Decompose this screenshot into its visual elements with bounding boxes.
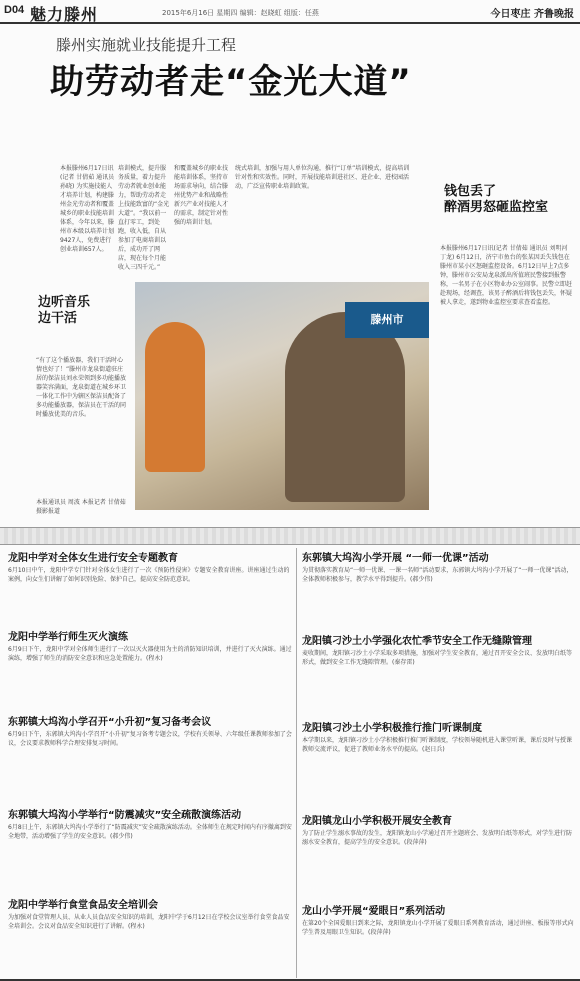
side-title-music: 边听音乐 边干活	[38, 295, 91, 326]
side-body-wallet: 本报滕州6月17日讯(记者 甘倩茹 通讯员 刘明河 丁龙) 6月12日，济宁市鱼台的张某因丢失钱包在滕州市某小区怒砸监控设备。6月12日早上7点多钟，滕州市公安局龙泉派出所值班民警接到报警称，一名男子在小区物业办公室闹事。民警立即赶赴现场，经调查，该男子醉酒后将钱包丢失，怀疑被人拿走，遂到物业监控室要求查看监控。	[440, 245, 573, 306]
lead-body-col1: 本报滕州6月17日讯(记者 甘倩茹 通讯员 孙晓) 为实施技能人才培养计划，构建滕州金光劳动者和覆盖城乡的职业技能培训体系，今年以来，滕州市本级以培养计划9427人，免费进行创业培训657人。	[60, 165, 115, 253]
section-divider	[0, 527, 580, 545]
lead-kicker: 滕州实施就业技能提升工程	[56, 36, 237, 54]
lead-body-col3: 和覆盖城乡的职业技能培训体系，坚持市场需求导向，结合滕州优势产业和战略性新兴产业对技能人才的需求，制定针对性强的培训计划。	[174, 165, 229, 226]
lead-body-col4: 统式培训，加强与用人单位沟通，推行“订单”培训模式，提高培训针对性和实效性。同时，开展技能培训进社区、进企业、进校园活动，广泛宣传职业培训政策。	[235, 165, 410, 190]
side-byline-music: 本报通讯员 周波 本报记者 甘倩茹 摄影报道	[36, 499, 126, 515]
brief-body: 在第20个全国爱眼日到来之际，龙阳镇龙山小学开展了爱眼日系列教育活动，通过讲座、板报等形式向学生普及用眼卫生知识。(段萍萍)	[302, 920, 574, 936]
brief-title: 龙阳中学举行师生灭火演练	[8, 632, 128, 643]
brief-title: 龙山小学开展“爱眼日”系列活动	[302, 906, 446, 917]
brief-body: 6月9日下午，龙阳中学对全体师生进行了一次以灭火器使用为主的消防知识培训，并进行了灭火演练。通过演练，增强了师生的消防安全意识和应急处置能力。(程永)	[8, 646, 292, 662]
page-header	[0, 0, 580, 24]
page-number: D04	[4, 4, 25, 16]
photo-woman-figure	[285, 312, 405, 502]
brief-title: 东郭镇大坞沟小学召开“小升初”复习备考会议	[8, 717, 212, 728]
section-title: 魅力滕州	[30, 5, 99, 24]
brief-body: 本学期以来，龙阳镇刁沙土小学积极推行推门听课制度，学校领导随机进入课堂听课，课后及时与授课教师交流评议，促进了教师业务水平的提高。(赵日兵)	[302, 737, 573, 753]
brief-body: 为贯彻落实教育局“一师一优课、一课一名师”活动要求，东郭镇大坞沟小学开展了“一师一优课”活动，全体教师积极参与，教学水平得到提升。(郝少伟)	[302, 567, 573, 583]
brief-body: 麦收期间，龙阳镇刁沙土小学采取多项措施，加强对学生安全教育，通过召开安全会议、发放明白纸等形式，做到安全工作无缝隙管理。(秦存雷)	[302, 650, 573, 666]
brief-body: 6月9日下午，东郭镇大坞沟小学召开“小升初”复习备考专题会议，学校有关领导、六年级任课教师参加了会议，会议要求教师科学合理安排复习时间。	[8, 731, 292, 747]
brief-title: 东郭镇大坞沟小学开展 “一师一优课”活动	[302, 553, 489, 564]
brief-body: 为了防止学生溺水事故的发生，龙阳镇龙山小学通过召开主题班会、发放明白纸等形式，对学生进行防溺水安全教育，提高学生的安全意识。(段萍萍)	[302, 830, 573, 846]
brief-title: 东郭镇大坞沟小学举行“防震减灾”安全疏散演练活动	[8, 810, 242, 821]
brief-title: 龙阳镇刁沙土小学积极推行推门听课制度	[302, 723, 482, 734]
photo-sign: 滕州市	[345, 302, 429, 338]
brief-title: 龙阳中学举行食堂食品安全培训会	[8, 900, 158, 911]
brief-title: 龙阳镇刁沙土小学强化农忙季节安全工作无缝隙管理	[302, 636, 532, 647]
brand-masthead: 今日枣庄 齐鲁晚报	[490, 9, 574, 20]
column-rule	[296, 548, 297, 978]
lead-body-col2: 培训模式，提升服务质量，着力提升劳动者就业创业能力，帮助劳动者走上技能致富的“金光大道”。“我以前一直打零工，到处跑，收入低，自从参加了电商培训以后，成功开了网店，现在每个月能收入三四千元。”	[118, 165, 170, 271]
side-title-wallet: 钱包丢了 醉酒男怒砸监控室	[444, 184, 549, 215]
brief-body: 6月10日中午，龙阳中学专门针对全体女生进行了一次《预防性侵害》专题安全教育讲座。讲座通过生动的案例，向女生们讲解了如何识别危险、保护自己，提高安全防范意识。	[8, 567, 290, 583]
photo-worker-figure	[145, 322, 205, 472]
brief-body: 6月8日上午，东郭镇大坞沟小学举行了“防震减灾”安全疏散演练活动。全体师生在规定时间内有序撤离到安全地带，活动增强了学生的安全意识。(郝少伟)	[8, 824, 292, 840]
brief-title: 龙阳中学对全体女生进行安全专题教育	[8, 553, 178, 564]
brief-body: 为加强对食堂管理人员、从业人员食品安全知识的培训，龙阳中学于6月12日在学校会议室举行食堂食品安全培训会。会议对食品安全知识进行了讲解。(程永)	[8, 914, 290, 930]
brief-title: 龙阳镇龙山小学积极开展安全教育	[302, 816, 452, 827]
news-photo	[135, 282, 429, 510]
edition-meta: 2015年6月16日 星期四 编辑：赵晓虹 组版：任燕	[162, 9, 319, 17]
side-body-music: “有了这个播放器，我们干活时心情也好了！”滕州市龙泉街道驻庄居的保洁员刘永荣领到多功能播放器笑容满面，龙泉街道在城乡环卫一体化工作中为辖区保洁员配备了多功能播放器，保洁员在干活的同时播放优美的音乐。	[36, 357, 127, 418]
lead-headline: 助劳动者走“金光大道”	[50, 62, 412, 102]
